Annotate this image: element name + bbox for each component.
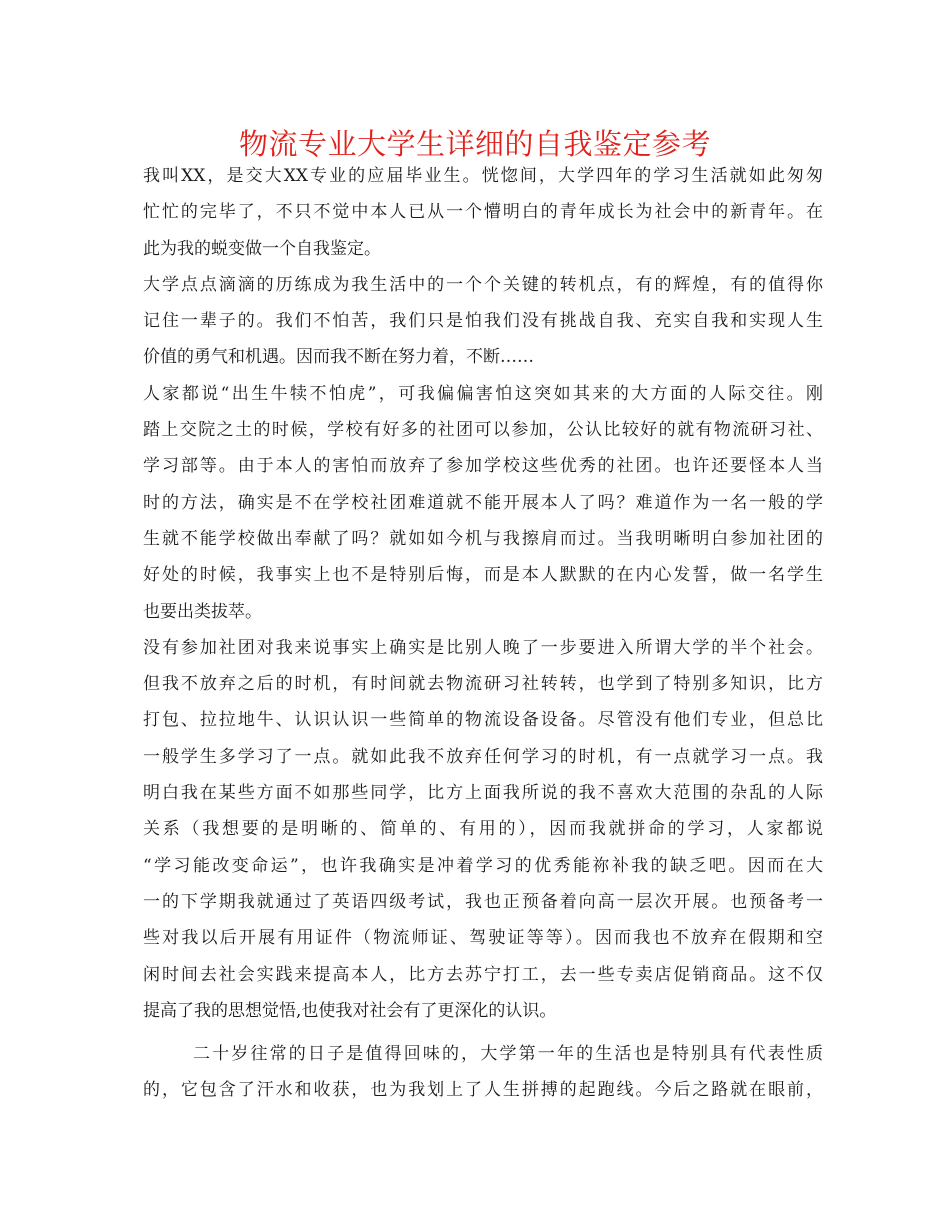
text-line: 一般学生多学习了一点。就如此我不放弃任何学习的时机，有一点就学习一点。我 [143,746,823,767]
text-line: 人家都说“出生牛犊不怕虎”，可我偏偏害怕这突如其来的大方面的人际交往。刚 [143,383,823,404]
text-line: 忙忙的完毕了，不只不觉中本人已从一个懵明白的青年成长为社会中的新青年。在 [143,202,823,223]
text-line: 此为我的蜕变做一个自我鉴定。 [143,238,381,259]
text-line: 的，它包含了汗水和收获，也为我划上了人生拼搏的起跑线。今后之路就在眼前， [143,1080,823,1101]
text-line: 我叫XX，是交大XX专业的应届毕业生。恍惚间，大学四年的学习生活就如此匆匆 [143,166,823,186]
text-line: 二十岁往常的日子是值得回味的，大学第一年的生活也是特别具有代表性质 [193,1044,823,1065]
document-body [143,158,823,1109]
text-line: 踏上交院之土的时候，学校有好多的社团可以参加，公认比较好的就有物流研习社、 [143,420,823,441]
text-line: 价值的勇气和机遇。因而我不断在努力着，不断…… [143,347,534,368]
text-line: 些对我以后开展有用证件（物流师证、驾驶证等等）。因而我也不放弃在假期和空 [143,928,823,949]
text-line: 明白我在某些方面不如那些同学，比方上面我所说的我不喜欢大范围的杂乱的人际 [143,783,823,804]
text-line: 好处的时候，我事实上也不是特别后悔，而是本人默默的在内心发誓，做一名学生 [143,565,823,586]
text-line: 打包、拉拉地牛、认识认识一些简单的物流设备设备。尽管没有他们专业，但总比 [143,710,823,731]
text-line: 大学点点滴滴的历练成为我生活中的一个个关键的转机点，有的辉煌，有的值得你 [143,274,823,295]
document-title: 物流专业大学生详细的自我鉴定参考 [238,127,711,161]
text-line: 闲时间去社会实践来提高本人，比方去苏宁打工，去一些专卖店促销商品。这不仅 [143,964,823,985]
text-line: “学习能改变命运”，也许我确实是冲着学习的优秀能祢补我的缺乏吧。因而在大 [143,855,823,876]
text-line: 没有参加社团对我来说事实上确实是比别人晚了一步要进入所谓大学的半个社会。 [143,637,823,658]
text-line: 时的方法，确实是不在学校社团难道就不能开展本人了吗？难道作为一名一般的学 [143,492,823,513]
text-line: 记住一辈子的。我们不怕苦，我们只是怕我们没有挑战自我、充实自我和实现人生 [143,311,823,332]
text-line: 也要出类拔萃。 [143,601,262,622]
text-line: 关系（我想要的是明晰的、简单的、有用的），因而我就拼命的学习，人家都说 [143,819,823,840]
text-line: 一的下学期我就通过了英语四级考试，我也正预备着向高一层次开展。也预备考一 [143,891,823,912]
text-line: 生就不能学校做出奉献了吗？就如如今机与我擦肩而过。当我明晰明白参加社团的 [143,528,823,549]
text-line: 提高了我的思想觉悟,也使我对社会有了更深化的认识。 [143,1000,557,1021]
text-line: 学习部等。由于本人的害怕而放弃了参加学校这些优秀的社团。也许还要怪本人当 [143,456,823,477]
text-line: 但我不放弃之后的时机，有时间就去物流研习社转转，也学到了特别多知识，比方 [143,674,823,695]
